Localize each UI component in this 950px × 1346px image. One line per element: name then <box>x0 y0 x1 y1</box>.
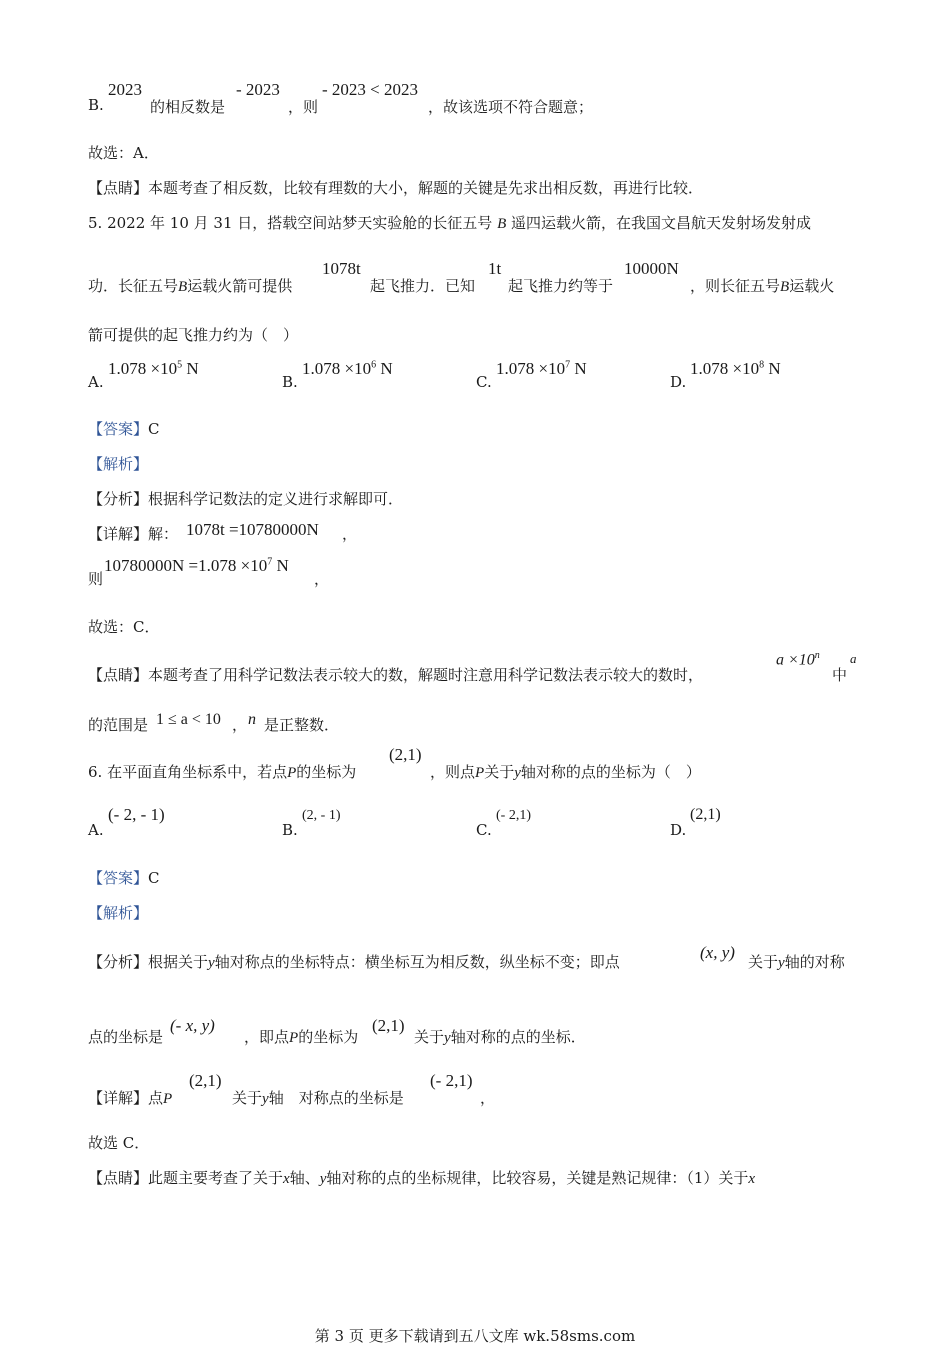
math-base: 1.078 ×10 <box>690 359 760 378</box>
math-expression: (2,1) <box>372 1016 405 1035</box>
option-value: (- 2, - 1) <box>108 805 165 824</box>
text-fragment: ，即点 <box>244 1028 290 1046</box>
option-label: D. <box>670 821 687 839</box>
math-expression: - 2023 < 2023 <box>322 80 418 99</box>
text-fragment: 轴对称的点的坐标规律，比较容易，关键是熟记规律：（1）关于 <box>326 1169 749 1187</box>
option-label: B. <box>88 96 104 114</box>
math-variable: y <box>208 955 215 971</box>
math-exponent: n <box>814 650 820 661</box>
option-label: D. <box>670 373 687 391</box>
text-fragment <box>88 275 292 296</box>
answer-tag: 【答案】 <box>88 869 149 887</box>
text-fragment: 关于 <box>414 1028 445 1046</box>
q5-answer <box>88 419 160 439</box>
math-expression: 2023 <box>108 80 142 99</box>
text-fragment: 运载火 <box>789 277 835 295</box>
text-fragment: 【分析】根据关于 <box>88 953 209 971</box>
text-fragment: 5. 2022 年 10 月 31 日，搭载空间站梦天实验舱的长征五号 <box>88 214 493 232</box>
math-expression: (- 2,1) <box>430 1071 473 1090</box>
text-fragment: ， <box>342 525 358 543</box>
math-variable: B <box>178 279 188 295</box>
math-base: a ×10 <box>776 651 815 669</box>
detail-tag: 【详解】解： <box>88 525 179 543</box>
math-variable: y <box>444 1030 451 1046</box>
text-fragment: 起飞推力约等于 <box>508 277 614 295</box>
option-value: (2,1) <box>690 806 721 823</box>
q6-analysis-tag: 【解析】 <box>88 904 149 922</box>
math-exponent: 6 <box>371 359 377 371</box>
answer-value: C <box>148 420 160 438</box>
option-label: A. <box>88 373 104 391</box>
q5-choose: 故选：C． <box>88 618 160 636</box>
text-fragment: ，则点 <box>430 763 476 781</box>
math-exponent: 7 <box>267 556 273 568</box>
math-base: 10780000N =1.078 ×10 <box>104 556 268 575</box>
math-unit: N <box>272 556 289 575</box>
math-variable: x <box>283 1171 290 1187</box>
text-fragment: 的相反数是 <box>150 98 226 116</box>
option-label: A. <box>88 821 104 839</box>
math-variable: y <box>319 1171 327 1187</box>
math-variable: P <box>475 765 485 781</box>
option-value: (- 2,1) <box>496 808 531 823</box>
math-exponent: 8 <box>759 359 765 371</box>
math-variable: n <box>248 711 256 728</box>
text-fragment: ，故该选项不符合题意； <box>428 98 594 116</box>
text-fragment: 轴的对称 <box>784 953 845 971</box>
math-variable: a <box>850 651 857 666</box>
text-fragment <box>414 1026 586 1047</box>
option-label: C. <box>476 373 492 391</box>
math-variable: P <box>163 1091 173 1107</box>
q6-choose: 故选 C． <box>88 1134 150 1152</box>
math-expression: 1 ≤ a < 10 <box>156 711 221 728</box>
math-base: 1.078 ×10 <box>496 359 566 378</box>
text-fragment: 6. 在平面直角坐标系中，若点 <box>88 763 288 781</box>
text-fragment <box>88 951 620 972</box>
math-variable: x <box>748 1171 756 1187</box>
choose-a: 故选：A． <box>88 144 159 162</box>
answer-tag: 【答案】 <box>88 420 149 438</box>
detail-tag: 【详解】点 <box>88 1089 164 1107</box>
math-expression: 1078t =10780000N <box>186 520 319 539</box>
math-expression <box>104 556 289 576</box>
math-unit: N <box>376 359 393 378</box>
text-fragment: 轴、 <box>289 1169 320 1187</box>
q5-fenxi: 【分析】根据科学记数法的定义进行求解即可． <box>88 490 404 508</box>
option-label: B. <box>282 821 298 839</box>
math-expression: (2,1) <box>189 1071 222 1090</box>
page-footer: 第 3 页 更多下载请到五八文库 wk.58sms.com <box>314 1327 636 1345</box>
q6-answer <box>88 868 160 888</box>
text-fragment: 轴对称点的坐标特点：横坐标互为相反数，纵坐标不变；即点 <box>214 953 620 971</box>
option-value <box>108 359 199 379</box>
answer-value: C <box>148 869 160 887</box>
text-fragment: 运载火箭可提供 <box>187 277 293 295</box>
option-value <box>302 359 393 379</box>
math-variable: y <box>262 1091 269 1107</box>
text-fragment: 的范围是 <box>88 716 149 734</box>
text-fragment: 起飞推力．已知 <box>370 277 476 295</box>
text-fragment: 【点睛】此题主要考查了关于 <box>88 1169 284 1187</box>
q6-comment <box>88 1168 755 1189</box>
text-fragment: 轴对称的点的坐标． <box>450 1028 586 1046</box>
text-fragment: 关于 <box>748 953 779 971</box>
math-expression: (- x, y) <box>170 1016 215 1035</box>
math-variable: P <box>287 765 297 781</box>
math-variable: P <box>289 1030 299 1046</box>
math-unit: N <box>570 359 587 378</box>
math-exponent: 7 <box>565 359 571 371</box>
option-label: B. <box>282 373 298 391</box>
text-fragment: 中 <box>832 666 848 684</box>
text-fragment: 是正整数． <box>264 716 340 734</box>
text-fragment: ，则长征五号 <box>690 277 781 295</box>
math-base: 1.078 ×10 <box>302 359 372 378</box>
math-variable: B <box>497 216 507 232</box>
text-fragment: ， <box>480 1089 496 1107</box>
text-fragment <box>748 951 845 972</box>
text-fragment: ， <box>232 716 248 734</box>
text-fragment: 的坐标为 <box>296 763 357 781</box>
math-variable: y <box>514 765 521 781</box>
text-fragment <box>232 1087 404 1108</box>
option-label: C. <box>476 821 492 839</box>
text-fragment: 遥四运载火箭，在我国文昌航天发射场发射成 <box>511 214 812 232</box>
math-unit: N <box>182 359 199 378</box>
math-unit: N <box>764 359 781 378</box>
text-fragment: ，则 <box>288 98 319 116</box>
comment-q4: 【点睛】本题考查了相反数，比较有理数的大小，解题的关键是先求出相反数，再进行比较． <box>88 179 704 197</box>
text-fragment <box>244 1026 358 1047</box>
math-expression <box>776 650 820 669</box>
text-fragment: 功．长征五号 <box>88 277 179 295</box>
text-fragment: 关于 <box>232 1089 263 1107</box>
text-fragment: 【点睛】本题考查了用科学记数法表示较大的数，解题时注意用科学记数法表示较大的数时， <box>88 666 704 684</box>
text-fragment: 轴 对称点的坐标是 <box>268 1089 404 1107</box>
text-fragment: 则 <box>88 570 104 588</box>
text-fragment <box>690 275 834 296</box>
q5-line1 <box>88 213 811 234</box>
math-exponent: 5 <box>177 359 183 371</box>
option-value <box>496 359 587 379</box>
math-expression: (2,1) <box>389 745 422 764</box>
text-fragment <box>430 761 701 782</box>
text-fragment: 的坐标为 <box>298 1028 359 1046</box>
text-fragment: 点的坐标是 <box>88 1028 164 1046</box>
q5-analysis-tag: 【解析】 <box>88 455 149 473</box>
option-value <box>690 359 781 379</box>
text-fragment <box>88 1087 172 1108</box>
math-variable: B <box>780 279 790 295</box>
math-expression: (x, y) <box>700 943 735 962</box>
text-fragment <box>88 761 356 782</box>
math-expression: - 2023 <box>236 80 280 99</box>
math-base: 1.078 ×10 <box>108 359 178 378</box>
q5-line3: 箭可提供的起飞推力约为（ ） <box>88 326 299 344</box>
math-expression: 1t <box>488 259 502 278</box>
math-variable: y <box>778 955 785 971</box>
option-value: (2, - 1) <box>302 808 341 823</box>
text-fragment: 轴对称的点的坐标为（ ） <box>520 763 701 781</box>
math-expression: 1078t <box>322 259 361 278</box>
math-expression: 10000N <box>624 259 679 278</box>
text-fragment: 关于 <box>484 763 515 781</box>
text-fragment: ， <box>314 570 330 588</box>
